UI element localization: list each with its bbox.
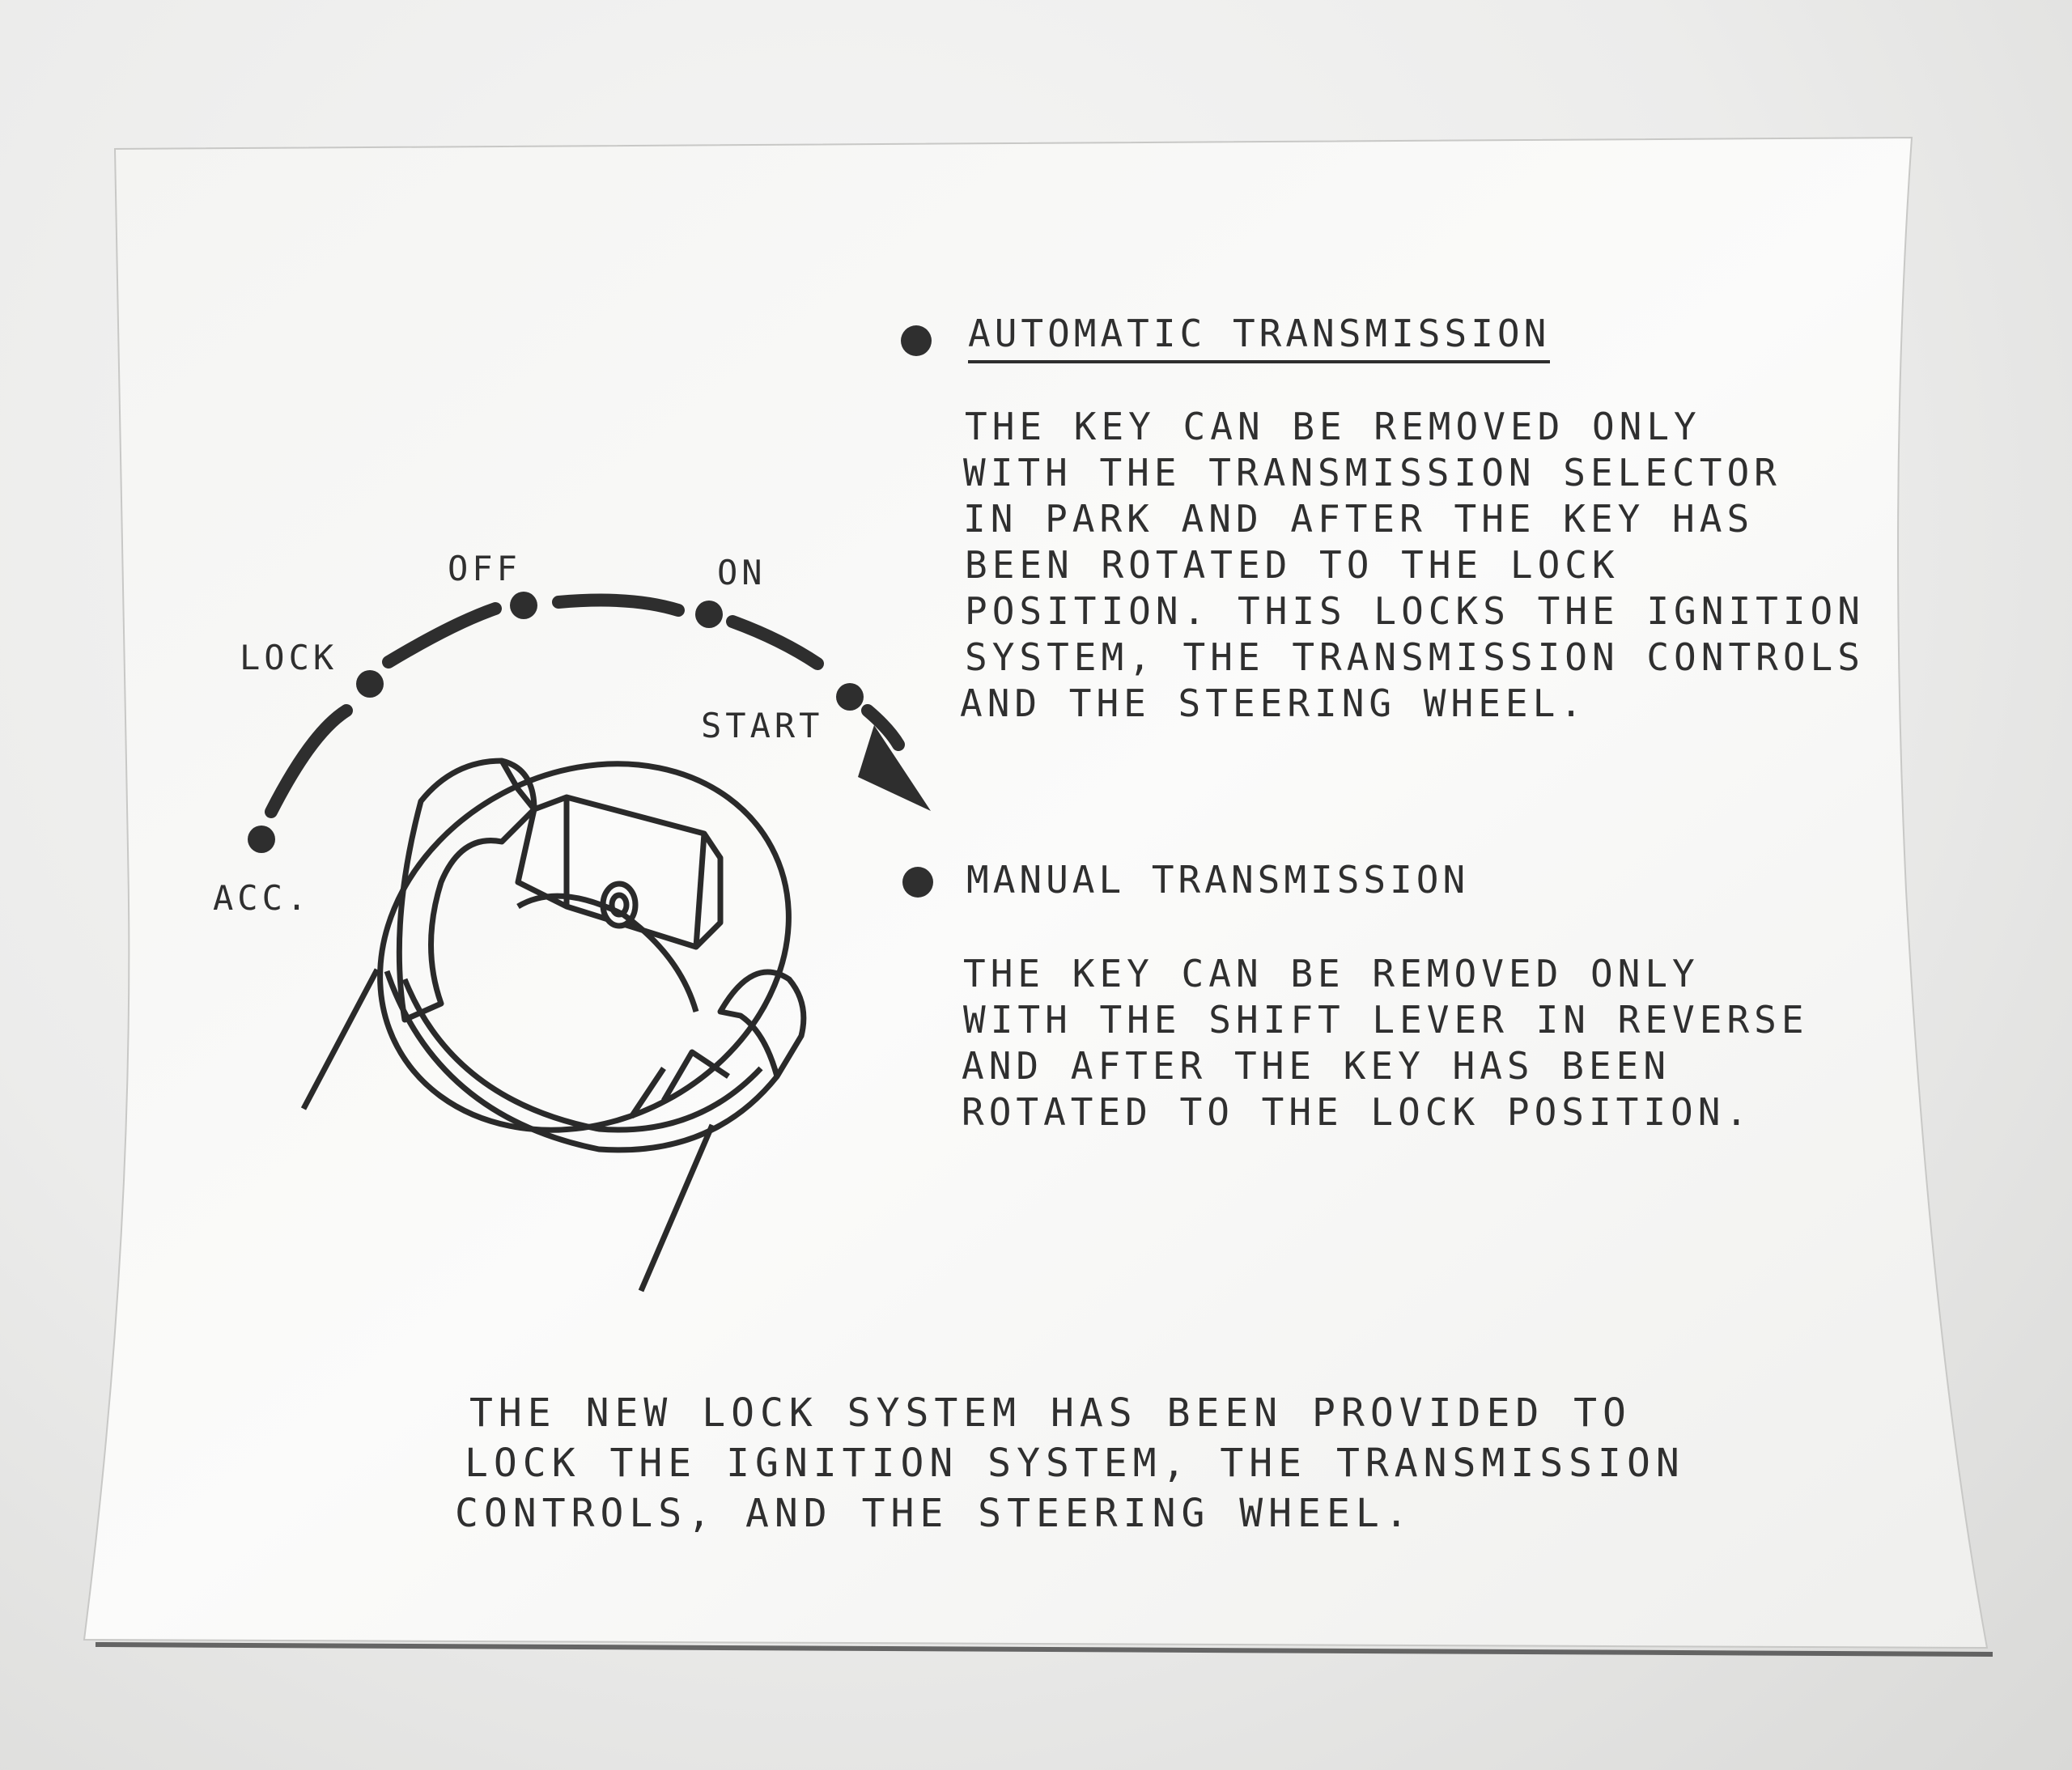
lock-cylinder bbox=[304, 694, 853, 1291]
automatic-line: POSITION. THIS LOCKS THE IGNITION bbox=[965, 589, 1865, 633]
automatic-line: THE KEY CAN BE REMOVED ONLY bbox=[965, 405, 1701, 448]
automatic-line: WITH THE TRANSMISSION SELECTOR bbox=[963, 451, 1781, 494]
footer-line: CONTROLS, AND THE STEERING WHEEL. bbox=[455, 1491, 1414, 1536]
dial-label-start: START bbox=[701, 706, 824, 745]
heading-manual: MANUAL TRANSMISSION bbox=[966, 858, 1470, 902]
automatic-line: AND THE STEERING WHEEL. bbox=[960, 681, 1587, 725]
manual-line: AND AFTER THE KEY HAS BEEN bbox=[962, 1044, 1671, 1088]
manual-line: THE KEY CAN BE REMOVED ONLY bbox=[963, 952, 1700, 995]
position-dot-lock bbox=[356, 670, 384, 698]
dial-label-off: OFF bbox=[448, 549, 521, 588]
footer-line: LOCK THE IGNITION SYSTEM, THE TRANSMISSION bbox=[465, 1441, 1685, 1486]
dial-label-acc: ACC. bbox=[213, 878, 312, 918]
position-dot-off bbox=[510, 592, 537, 619]
heading-automatic: AUTOMATIC TRANSMISSION bbox=[968, 312, 1550, 363]
footer-line: THE NEW LOCK SYSTEM HAS BEEN PROVIDED TO bbox=[469, 1390, 1632, 1436]
manual-line: WITH THE SHIFT LEVER IN REVERSE bbox=[963, 998, 1809, 1042]
position-dot-start bbox=[836, 683, 864, 711]
position-dot-acc bbox=[248, 826, 275, 853]
automatic-line: BEEN ROTATED TO THE LOCK bbox=[965, 543, 1620, 587]
dial-label-on: ON bbox=[717, 553, 766, 592]
bullet-manual bbox=[902, 867, 933, 898]
automatic-line: IN PARK AND AFTER THE KEY HAS bbox=[963, 497, 1755, 541]
automatic-line: SYSTEM, THE TRANSMISSION CONTROLS bbox=[965, 635, 1865, 679]
dial-label-lock: LOCK bbox=[240, 638, 338, 677]
manual-line: ROTATED TO THE LOCK POSITION. bbox=[962, 1090, 1753, 1134]
bullet-automatic bbox=[901, 325, 932, 356]
position-dot-on bbox=[695, 601, 723, 628]
